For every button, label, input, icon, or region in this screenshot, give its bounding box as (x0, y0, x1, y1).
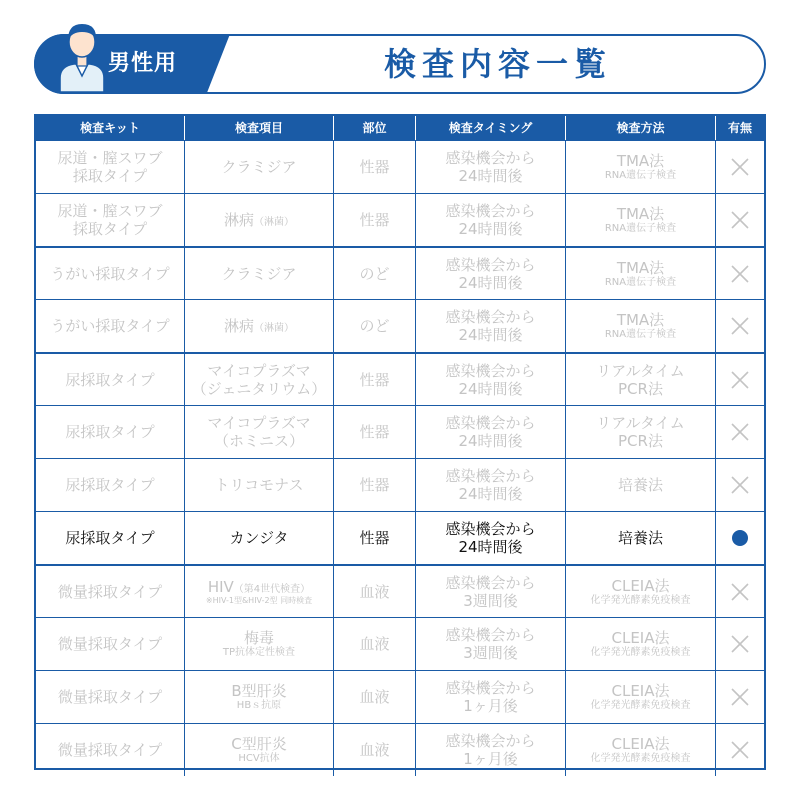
cross-icon (731, 423, 749, 441)
timing-label: 1ヶ月後 (463, 697, 518, 715)
method-sub-label: 化学発光酵素免疫検査 (590, 700, 691, 711)
part-label: 血液 (359, 688, 390, 706)
kit-cell (36, 618, 185, 670)
timing-label: 感染機会から (445, 520, 536, 538)
item-label: カンジタ (229, 529, 289, 547)
kit-label: 尿採取タイプ (65, 476, 155, 494)
part-label: 性器 (359, 529, 390, 547)
table-row (36, 352, 764, 405)
method-cell (566, 724, 716, 776)
kit-cell (36, 724, 185, 776)
cross-icon (731, 211, 749, 229)
part-label: 性器 (359, 158, 390, 176)
part-cell (334, 512, 416, 564)
cross-icon (731, 265, 749, 283)
method-sub-label: RNA遺伝子検査 (604, 329, 677, 340)
cross-icon (731, 317, 749, 335)
availability-cell (716, 141, 764, 193)
part-label: 性器 (359, 370, 390, 389)
cross-icon (731, 371, 749, 389)
method-sub-label: RNA遺伝子検査 (604, 276, 677, 288)
kit-label: 尿道・膣スワブ (57, 202, 163, 220)
timing-label: 感染機会から (445, 626, 536, 644)
kit-cell (36, 406, 185, 458)
table-row (36, 140, 764, 193)
item-label: マイコプラズマ (207, 414, 311, 432)
table-row (36, 193, 764, 246)
method-label: TMA法 (616, 258, 665, 277)
kit-label: 尿採取タイプ (65, 423, 155, 441)
item-label: クラミジア (221, 158, 297, 176)
kit-label: 微量採取タイプ (57, 688, 163, 706)
availability-cell (716, 248, 764, 299)
table-row (36, 723, 764, 776)
availability-cell (716, 300, 764, 352)
item-label: マイコプラズマ (207, 361, 311, 380)
timing-label: 24時間後 (458, 220, 523, 238)
item-label: 梅毒 (243, 629, 274, 647)
column-header-kit: 検査キット (36, 116, 185, 140)
part-cell (334, 618, 416, 670)
timing-label: 24時間後 (458, 432, 523, 450)
part-cell (334, 300, 416, 352)
item-cell (185, 354, 334, 405)
part-cell (334, 671, 416, 723)
column-header-timing: 検査タイミング (416, 116, 566, 140)
method-cell (566, 512, 716, 564)
item-cell (185, 248, 334, 299)
timing-label: 24時間後 (458, 326, 523, 344)
timing-label: 感染機会から (445, 308, 536, 326)
cross-icon (731, 476, 749, 494)
method-sub-label: 化学発光酵素免疫検査 (590, 594, 691, 606)
timing-label: 24時間後 (458, 273, 523, 292)
method-cell (566, 248, 716, 299)
part-cell (334, 354, 416, 405)
table-row (36, 458, 764, 511)
item-cell (185, 512, 334, 564)
method-cell (566, 141, 716, 193)
timing-cell (416, 724, 566, 776)
column-header-part: 部位 (334, 116, 416, 140)
part-cell (334, 248, 416, 299)
timing-label: 感染機会から (445, 149, 536, 167)
item-cell (185, 141, 334, 193)
timing-label: 24時間後 (458, 167, 523, 185)
table-row (36, 246, 764, 299)
timing-label: 感染機会から (445, 573, 536, 592)
part-label: 血液 (359, 582, 390, 601)
part-cell (334, 459, 416, 511)
kit-label: 採取タイプ (72, 220, 148, 238)
part-label: のど (359, 317, 390, 335)
item-label: （ジェニタリウム） (191, 379, 327, 398)
cross-icon (731, 158, 749, 176)
method-sub-label: 化学発光酵素免疫検査 (590, 647, 691, 658)
item-cell (185, 671, 334, 723)
method-sub-label: RNA遺伝子検査 (604, 223, 677, 234)
method-cell (566, 459, 716, 511)
availability-cell (716, 354, 764, 405)
item-cell (185, 566, 334, 617)
timing-label: 24時間後 (458, 538, 523, 556)
part-cell (334, 724, 416, 776)
timing-label: 感染機会から (445, 679, 536, 697)
method-sub-label: 化学発光酵素免疫検査 (590, 753, 691, 764)
method-label: CLEIA法 (611, 735, 670, 753)
method-label: PCR法 (618, 379, 663, 398)
kit-label: 尿道・膣スワブ (57, 149, 163, 167)
part-label: 血液 (359, 741, 390, 759)
column-header-method: 検査方法 (566, 116, 716, 140)
part-cell (334, 566, 416, 617)
method-label: CLEIA法 (611, 576, 670, 595)
method-label: CLEIA法 (611, 629, 670, 647)
item-label: 淋病（淋菌） (223, 211, 294, 229)
item-cell (185, 406, 334, 458)
method-cell (566, 566, 716, 617)
item-cell (185, 724, 334, 776)
item-sub-label: HCV抗体 (238, 753, 280, 764)
kit-cell (36, 300, 185, 352)
part-label: 性器 (359, 423, 390, 441)
timing-label: 感染機会から (445, 202, 536, 220)
timing-cell (416, 566, 566, 617)
item-cell (185, 459, 334, 511)
kit-cell (36, 194, 185, 246)
kit-cell (36, 566, 185, 617)
kit-cell (36, 512, 185, 564)
timing-label: 感染機会から (445, 255, 536, 274)
kit-cell (36, 671, 185, 723)
method-sub-label: RNA遺伝子検査 (604, 170, 677, 181)
item-label: HIV（第4世代検査） (207, 577, 311, 596)
man-avatar-icon (56, 12, 108, 92)
timing-label: 1ヶ月後 (463, 750, 518, 768)
timing-cell (416, 512, 566, 564)
method-label: TMA法 (616, 152, 665, 170)
kit-label: 微量採取タイプ (57, 582, 163, 601)
table-row (36, 511, 764, 564)
method-label: TMA法 (616, 205, 665, 223)
kit-label: 尿採取タイプ (65, 529, 155, 547)
part-label: のど (359, 264, 390, 283)
timing-cell (416, 618, 566, 670)
timing-label: 3週間後 (463, 591, 518, 610)
item-sub-label: TP抗体定性検査 (222, 647, 296, 658)
timing-label: 24時間後 (458, 379, 523, 398)
kit-label: うがい採取タイプ (50, 264, 170, 283)
timing-label: 感染機会から (445, 361, 536, 380)
cross-icon (731, 583, 749, 601)
method-cell (566, 406, 716, 458)
method-label: 培養法 (617, 529, 663, 547)
kit-cell (36, 354, 185, 405)
part-cell (334, 141, 416, 193)
availability-cell (716, 618, 764, 670)
method-cell (566, 194, 716, 246)
part-label: 血液 (359, 635, 390, 653)
method-label: TMA法 (616, 311, 665, 329)
cross-icon (731, 635, 749, 653)
part-label: 性器 (359, 476, 390, 494)
filled-circle-icon (732, 530, 748, 546)
item-cell (185, 194, 334, 246)
timing-cell (416, 459, 566, 511)
kit-label: うがい採取タイプ (50, 317, 170, 335)
table-row (36, 405, 764, 458)
column-header-item: 検査項目 (185, 116, 334, 140)
timing-label: 24時間後 (458, 485, 523, 503)
part-cell (334, 406, 416, 458)
kit-label: 尿採取タイプ (65, 370, 155, 389)
table-row (36, 670, 764, 723)
method-cell (566, 354, 716, 405)
kit-label: 採取タイプ (72, 167, 148, 185)
timing-label: 3週間後 (463, 644, 518, 662)
part-label: 性器 (359, 211, 390, 229)
kit-label: 微量採取タイプ (57, 635, 163, 653)
availability-cell (716, 459, 764, 511)
test-table (34, 114, 766, 770)
kit-label: 微量採取タイプ (57, 741, 163, 759)
availability-cell (716, 406, 764, 458)
method-label: リアルタイム (596, 361, 685, 380)
part-cell (334, 194, 416, 246)
table-header-row (36, 116, 764, 140)
timing-label: 感染機会から (445, 414, 536, 432)
timing-label: 感染機会から (445, 732, 536, 750)
timing-cell (416, 194, 566, 246)
timing-cell (416, 141, 566, 193)
item-label: 淋病（淋菌） (223, 317, 294, 335)
timing-cell (416, 406, 566, 458)
item-sub-label: （淋菌） (254, 217, 294, 228)
item-sub-label: （淋菌） (254, 323, 294, 334)
item-sub-label: HBｓ抗原 (236, 700, 282, 711)
item-label: トリコモナス (214, 476, 304, 494)
table-row (36, 564, 764, 617)
timing-label: 感染機会から (445, 467, 536, 485)
cross-icon (731, 688, 749, 706)
badge-label: 男性用 (108, 51, 178, 76)
timing-cell (416, 354, 566, 405)
method-label: PCR法 (618, 432, 663, 450)
method-cell (566, 300, 716, 352)
kit-cell (36, 141, 185, 193)
method-cell (566, 618, 716, 670)
table-row (36, 299, 764, 352)
availability-cell (716, 724, 764, 776)
availability-cell (716, 194, 764, 246)
page-title: 検査内容一覧 (383, 45, 612, 83)
method-cell (566, 671, 716, 723)
column-header-availability: 有無 (727, 121, 752, 135)
kit-cell (36, 248, 185, 299)
item-label: クラミジア (221, 264, 297, 283)
item-label: C型肝炎 (231, 735, 287, 753)
method-label: 培養法 (617, 476, 663, 494)
table-row (36, 617, 764, 670)
item-sub-label: （第4世代検査） (233, 583, 311, 595)
availability-cell (716, 512, 764, 564)
timing-cell (416, 248, 566, 299)
availability-cell (716, 671, 764, 723)
availability-cell (716, 566, 764, 617)
timing-cell (416, 671, 566, 723)
item-cell (185, 300, 334, 352)
method-label: リアルタイム (596, 414, 685, 432)
item-label: B型肝炎 (231, 682, 287, 700)
item-label: （ホミニス） (213, 432, 304, 450)
cross-icon (731, 741, 749, 759)
timing-cell (416, 300, 566, 352)
item-cell (185, 618, 334, 670)
item-note: ※HIV-1型&HIV-2型 同時検査 (205, 595, 313, 605)
kit-cell (36, 459, 185, 511)
method-label: CLEIA法 (611, 682, 670, 700)
